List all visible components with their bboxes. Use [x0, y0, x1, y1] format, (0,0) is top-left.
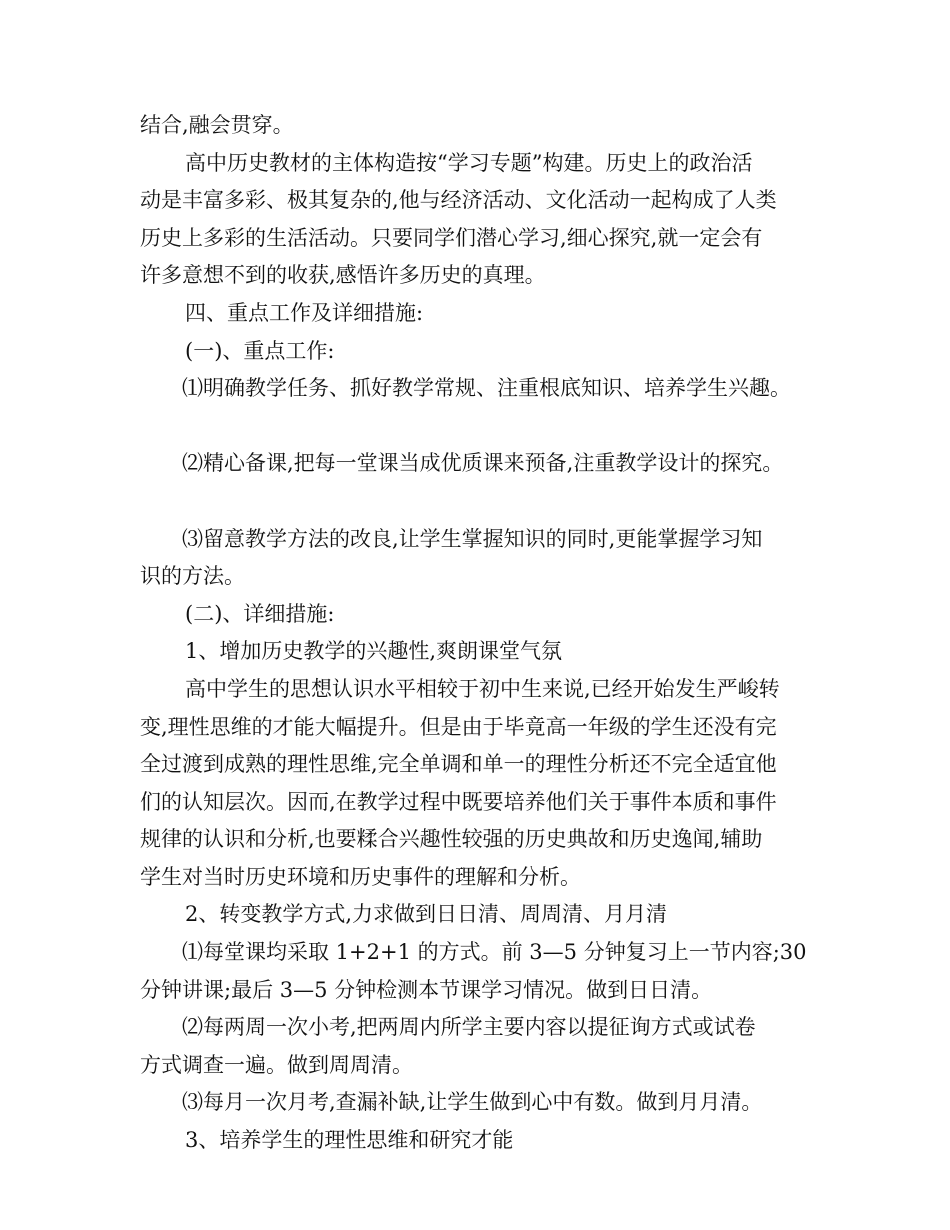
text-line: 们的认知层次。因而,在教学过程中既要培养他们关于事件本质和事件 — [140, 789, 777, 814]
text-line: 历史上多彩的生活活动。只要同学们潜心学习,细心探究,就一定会有 — [140, 225, 763, 250]
list-item: ⑴明确教学任务、抓好教学常规、注重根底知识、培养学生兴趣。 — [182, 376, 791, 401]
list-item: ⑵每两周一次小考,把两周内所学主要内容以提征询方式或试卷 — [182, 1015, 756, 1040]
text-line: 许多意想不到的收获,感悟许多历史的真理。 — [140, 263, 546, 288]
paragraph-line: 高中学生的思想认识水平相较于初中生来说,已经开始发生严峻转 — [185, 676, 780, 701]
list-item: ⑶每月一次月考,查漏补缺,让学生做到心中有数。做到月月清。 — [182, 1090, 763, 1115]
text-line: 方式调查一遍。做到周周清。 — [140, 1052, 413, 1077]
subsection-heading: (一)、重点工作: — [185, 338, 335, 363]
blank-line — [140, 408, 830, 446]
text-line: 识的方法。 — [140, 564, 245, 589]
blank-line — [140, 483, 830, 521]
document-body — [140, 107, 830, 1160]
text-line: 学生对当时历史环境和历史事件的理解和分析。 — [140, 864, 581, 889]
numbered-heading: 2、转变教学方式,力求做到日日清、周周清、月月清 — [185, 902, 668, 927]
subsection-heading: (二)、详细措施: — [185, 601, 335, 626]
section-heading: 四、重点工作及详细措施: — [185, 300, 424, 325]
numbered-heading: 1、增加历史教学的兴趣性,爽朗课堂气氛 — [185, 639, 563, 664]
text-line: 结合,融会贯穿。 — [140, 113, 294, 137]
text-line: 动是丰富多彩、极其复杂的,他与经济活动、文化活动一起构成了人类 — [140, 188, 777, 213]
list-item: ⑵精心备课,把每一堂课当成优质课来预备,注重教学设计的探究。 — [182, 451, 784, 476]
text-line: 分钟讲课;最后 3—5 分钟检测本节课学习情况。做到日日清。 — [140, 977, 713, 1002]
text-line: 规律的认识和分析,也要糅合兴趣性较强的历史典故和历史逸闻,辅助 — [140, 827, 763, 852]
list-item: ⑶留意教学方法的改良,让学生掌握知识的同时,更能掌握学习知 — [182, 526, 763, 551]
text-line: 全过渡到成熟的理性思维,完全单调和单一的理性分析还不完全适宜他 — [140, 752, 777, 777]
list-item: ⑴每堂课均采取 1+2+1 的方式。前 3—5 分钟复习上一节内容;30 — [182, 940, 807, 965]
numbered-heading: 3、培养学生的理性思维和研究才能 — [185, 1128, 514, 1153]
paragraph-line: 高中历史教材的主体构造按“学习专题”构建。历史上的政治活 — [185, 150, 753, 175]
text-line: 变,理性思维的才能大幅提升。但是由于毕竟高一年级的学生还没有完 — [140, 714, 777, 739]
